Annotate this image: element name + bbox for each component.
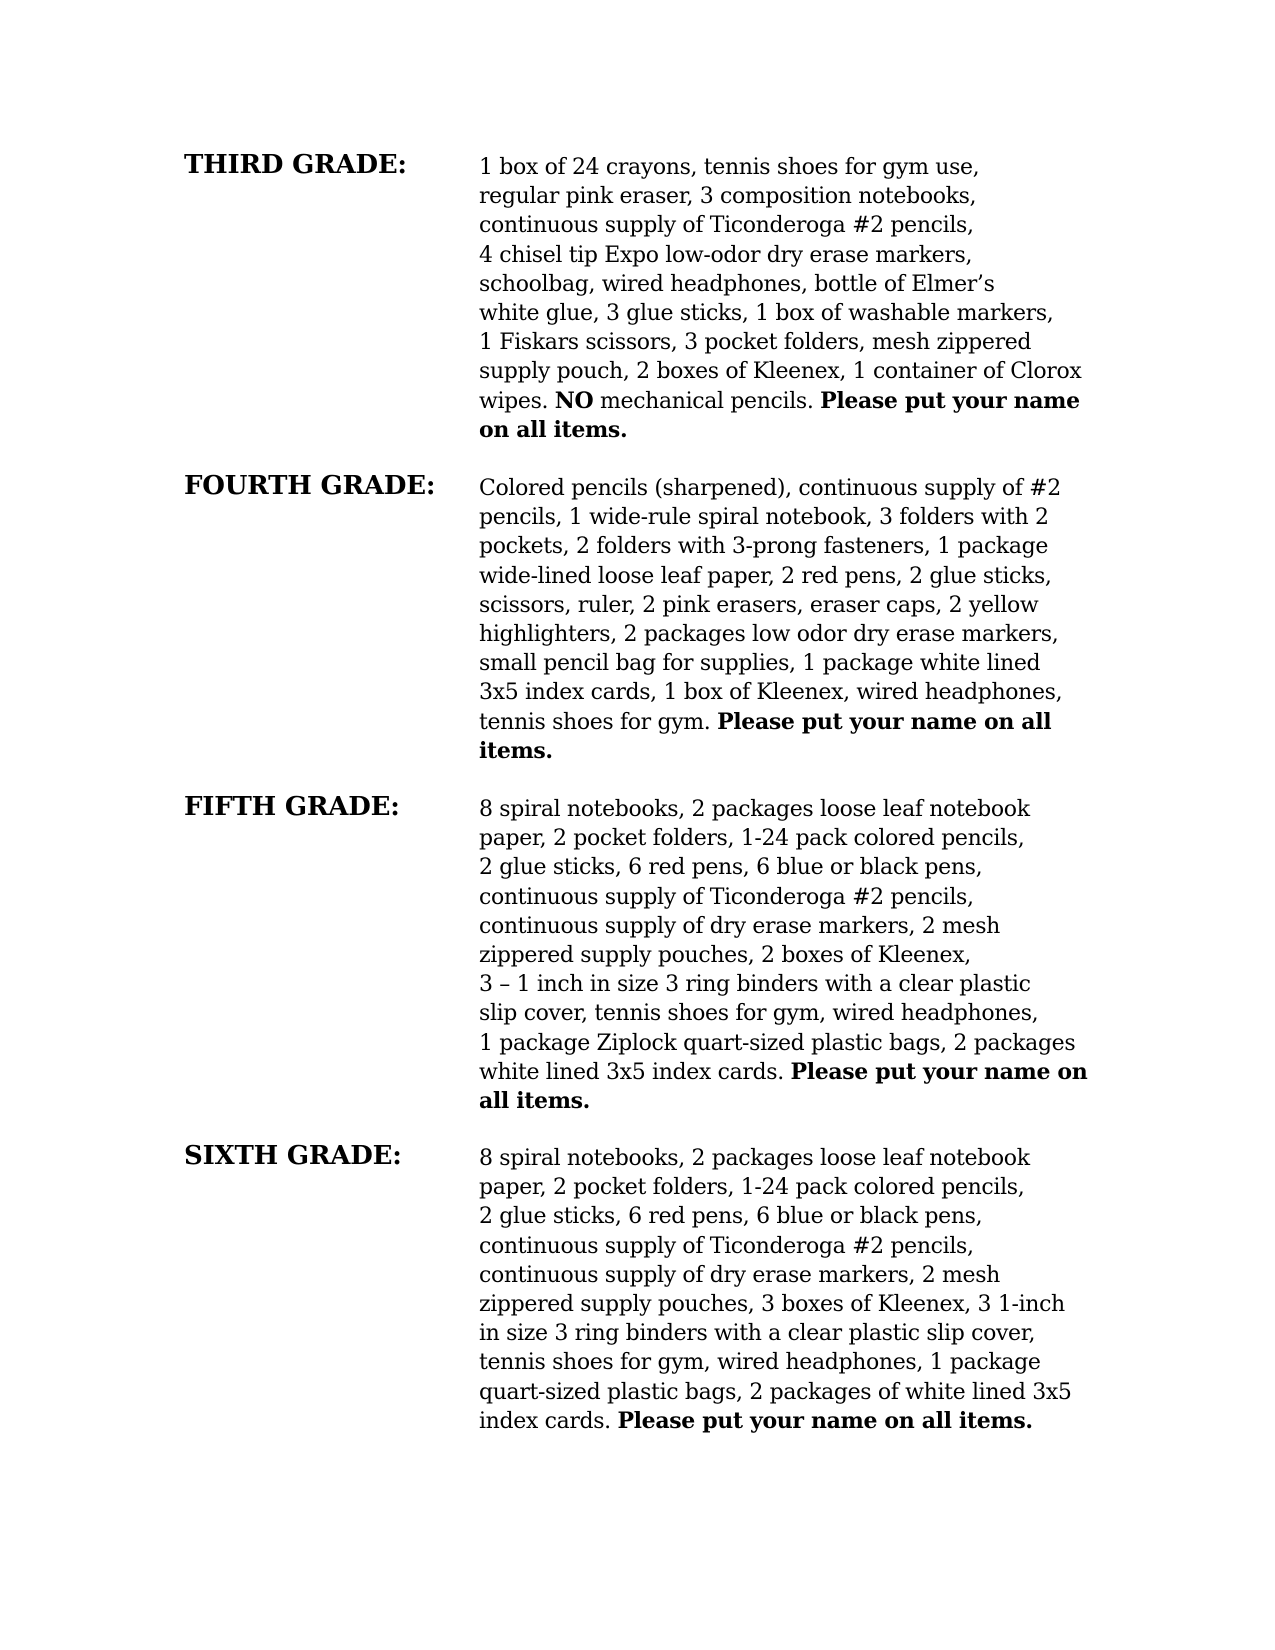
third-grade-supply-list [479, 153, 1082, 445]
name-reminder: on all items. [479, 416, 628, 443]
supply-line: quart-sized plastic bags, 2 packages of white lined 3x5 [479, 1379, 1072, 1405]
supply-line: 1 Fiskars scissors, 3 pocket folders, mesh zippered [479, 330, 1032, 356]
supply-line: regular pink eraser, 3 composition notebooks, [479, 184, 977, 210]
supply-line: zippered supply pouches, 2 boxes of Kleenex, [479, 943, 971, 969]
supply-line: paper, 2 pocket folders, 1-24 pack colored pencils, [479, 826, 1025, 852]
supply-line: 1 box of 24 crayons, tennis shoes for gym use, [479, 155, 980, 180]
supply-line: continuous supply of dry erase markers, 2 mesh [479, 913, 1000, 939]
supply-line: schoolbag, wired headphones, bottle of Elmer’s [479, 271, 995, 297]
supply-line: in size 3 ring binders with a clear plastic slip cover, [479, 1321, 1036, 1347]
supply-line [479, 1058, 1088, 1087]
supply-line: pencils, 1 wide-rule spiral notebook, 3 folders with 2 [479, 505, 1049, 531]
supply-line: 2 glue sticks, 6 red pens, 6 blue or black pens, [479, 1204, 983, 1230]
supply-line: slip cover, tennis shoes for gym, wired headphones, [479, 1001, 1039, 1027]
supply-line: highlighters, 2 packages low odor dry erase markers, [479, 622, 1059, 648]
supply-line: 8 spiral notebooks, 2 packages loose leaf notebook [479, 797, 1030, 822]
name-reminder: Please put your name on all [717, 708, 1052, 735]
supply-line: paper, 2 pocket folders, 1-24 pack colored pencils, [479, 1175, 1025, 1201]
sixth-grade-supply-list [479, 1144, 1079, 1436]
name-reminder: items. [479, 737, 553, 764]
name-reminder: Please put your name on all items. [617, 1407, 1033, 1434]
supply-line: Colored pencils (sharpened), continuous supply of #2 [479, 476, 1061, 501]
fourth-grade-supply-list [479, 474, 1079, 766]
supply-line: 3x5 index cards, 1 box of Kleenex, wired headphones, [479, 680, 1063, 706]
supply-line: 2 glue sticks, 6 red pens, 6 blue or black pens, [479, 855, 983, 881]
name-reminder: all items. [479, 1088, 590, 1115]
supply-line: pockets, 2 folders with 3-prong fasteners, 1 package [479, 534, 1049, 560]
supply-line: 3 – 1 inch in size 3 ring binders with a clear plastic [479, 972, 1031, 998]
fifth-grade-supply-list [479, 795, 1088, 1116]
fourth-grade-heading: FOURTH GRADE: [184, 471, 436, 501]
supply-line [479, 416, 1079, 445]
supply-line: white glue, 3 glue sticks, 1 box of washable markers, [479, 301, 1054, 327]
supply-text: tennis shoes for gym. [479, 709, 718, 735]
supply-text: wipes. [479, 388, 555, 414]
supply-line [479, 1087, 1079, 1116]
supply-text: mechanical pencils. [593, 388, 821, 414]
supply-line: continuous supply of Ticonderoga #2 pencils, [479, 884, 974, 910]
supply-line: continuous supply of Ticonderoga #2 pencils, [479, 1233, 974, 1259]
name-reminder: Please put your name [820, 387, 1080, 414]
third-grade-heading: THIRD GRADE: [184, 150, 407, 180]
fifth-grade-heading: FIFTH GRADE: [184, 792, 400, 822]
supply-line [479, 708, 1079, 737]
supply-line: wide-lined loose leaf paper, 2 red pens, 2 glue sticks, [479, 563, 1052, 589]
supply-line: supply pouch, 2 boxes of Kleenex, 1 container of Clorox [479, 359, 1082, 385]
supply-line: tennis shoes for gym, wired headphones, 1 package [479, 1350, 1041, 1376]
supply-line [479, 387, 1079, 416]
supply-line: 8 spiral notebooks, 2 packages loose leaf notebook [479, 1146, 1030, 1171]
no-emphasis: NO [554, 387, 594, 414]
supply-line: 1 package Ziplock quart-sized plastic bags, 2 packages [479, 1030, 1076, 1056]
supply-line [479, 737, 1079, 766]
supply-line [479, 1407, 1079, 1436]
sixth-grade-heading: SIXTH GRADE: [184, 1141, 402, 1171]
name-reminder: Please put your name on [790, 1058, 1088, 1085]
supply-line: continuous supply of Ticonderoga #2 pencils, [479, 213, 974, 239]
supply-text: index cards. [479, 1408, 618, 1434]
supply-line: zippered supply pouches, 3 boxes of Kleenex, 3 1-inch [479, 1292, 1065, 1318]
supply-line: 4 chisel tip Expo low-odor dry erase markers, [479, 242, 973, 268]
supply-text: white lined 3x5 index cards. [479, 1059, 791, 1085]
supply-line: small pencil bag for supplies, 1 package white lined [479, 651, 1041, 677]
supply-line: continuous supply of dry erase markers, 2 mesh [479, 1262, 1000, 1288]
supply-line: scissors, ruler, 2 pink erasers, eraser caps, 2 yellow [479, 592, 1039, 618]
